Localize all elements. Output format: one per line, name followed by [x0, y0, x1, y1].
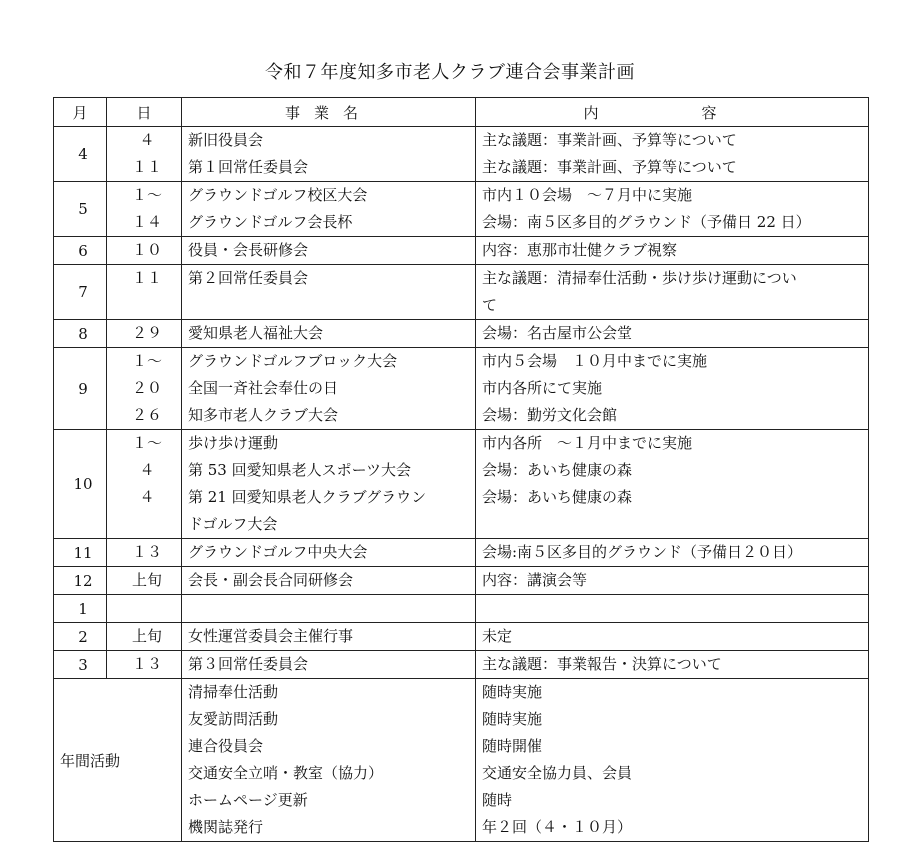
month-cell: 8: [54, 320, 107, 348]
content-cell: [476, 539, 869, 567]
day-cell: [107, 651, 182, 679]
header-content: 内 容: [476, 98, 869, 127]
table-row: [54, 348, 869, 430]
content-cell: [476, 623, 869, 651]
content-cell: [476, 348, 869, 430]
day-line: １～: [131, 434, 162, 452]
table-row: [54, 127, 869, 182]
content-cell: [476, 430, 869, 539]
annual-content-line: 年２回（４・１０月）: [482, 818, 633, 836]
day-cell: [107, 127, 182, 182]
table-row: [54, 265, 869, 320]
event-name-line: 女性運営委員会主催行事: [188, 627, 354, 645]
month-cell: 1: [54, 595, 107, 623]
annual-content-line: 交通安全協力員、会員: [482, 764, 633, 782]
event-name-line: 知多市老人クラブ大会: [188, 406, 339, 424]
day-line: ４: [139, 488, 155, 506]
table-row: [54, 539, 869, 567]
content-line: 主な議題：事業計画、予算等について: [482, 131, 737, 149]
content-line: 会場：あいち健康の森: [482, 461, 633, 479]
month-cell: 10: [54, 430, 107, 539]
day-cell: [107, 595, 182, 623]
day-line: ４: [139, 131, 155, 149]
day-cell: [107, 567, 182, 595]
event-name-cell: [182, 595, 476, 623]
event-name-line: 新旧役員会: [188, 131, 264, 149]
event-name-line: 第 21 回愛知県老人クラブグラウン: [188, 488, 427, 506]
table-row: [54, 567, 869, 595]
annual-name-line: 機関誌発行: [188, 818, 264, 836]
content-line: 市内５会場 １０月中までに実施: [482, 352, 708, 370]
day-cell: [107, 265, 182, 320]
day-line: ４: [139, 461, 155, 479]
event-name-cell: [182, 623, 476, 651]
annual-content-line: 随時: [482, 791, 513, 809]
blank-line: [113, 595, 181, 622]
month-cell: 5: [54, 182, 107, 237]
content-cell: [476, 265, 869, 320]
day-line: ２６: [131, 406, 162, 424]
content-line: 主な議題：事業計画、予算等について: [482, 158, 737, 176]
event-name-cell: [182, 265, 476, 320]
blank-line: [188, 292, 475, 319]
content-line: 市内各所にて実施: [482, 379, 603, 397]
plan-table: [53, 97, 869, 842]
day-cell: [107, 348, 182, 430]
header-month: 月: [54, 98, 107, 127]
event-name-line: 会長・副会長合同研修会: [188, 571, 354, 589]
month-cell: 4: [54, 127, 107, 182]
header-event-name: 事業名: [182, 98, 476, 127]
content-line: 会場：勤労文化会館: [482, 406, 618, 424]
event-name-cell: [182, 430, 476, 539]
event-name-cell: [182, 539, 476, 567]
content-line: 主な議題：清掃奉仕活動・歩け歩け運動につい: [482, 269, 797, 287]
day-cell: [107, 430, 182, 539]
annual-name-line: 清掃奉仕活動: [188, 683, 279, 701]
table-row: [54, 237, 869, 265]
annual-content-line: 随時実施: [482, 710, 543, 728]
annual-activities-row: [54, 679, 869, 842]
blank-line: [113, 292, 181, 319]
content-line: 内容：恵那市壮健クラブ視察: [482, 241, 678, 259]
event-name-cell: [182, 320, 476, 348]
month-cell: 6: [54, 237, 107, 265]
day-cell: [107, 182, 182, 237]
event-name-line: 第２回常任委員会: [188, 269, 309, 287]
table-row: [54, 182, 869, 237]
annual-activities-label: 年間活動: [54, 679, 182, 842]
day-line: 上旬: [131, 627, 162, 645]
content-line: 内容：講演会等: [482, 571, 588, 589]
day-line: １１: [131, 158, 162, 176]
event-name-line: 全国一斉社会奉仕の日: [188, 379, 339, 397]
event-name-line: グラウンドゴルフ中央大会: [188, 543, 368, 561]
table-row: [54, 430, 869, 539]
document-title: 令和７年度知多市老人クラブ連合会事業計画: [265, 62, 635, 83]
blank-line: [482, 595, 868, 622]
content-line: 会場：名古屋市公会堂: [482, 324, 633, 342]
event-name-line: 愛知県老人福祉大会: [188, 324, 324, 342]
blank-line: [188, 595, 475, 622]
event-name-cell: [182, 237, 476, 265]
event-name-line: 第１回常任委員会: [188, 158, 309, 176]
day-cell: [107, 539, 182, 567]
table-row: [54, 651, 869, 679]
annual-name-line: ホームページ更新: [188, 791, 308, 809]
content-line: 未定: [482, 627, 513, 645]
event-name-cell: [182, 182, 476, 237]
table-row: [54, 320, 869, 348]
content-line: 会場:南５区多目的グラウンド（予備日２０日）: [482, 543, 803, 561]
event-name-line: 歩け歩け運動: [188, 434, 279, 452]
month-cell: 9: [54, 348, 107, 430]
day-line: １～: [131, 352, 162, 370]
content-cell: [476, 320, 869, 348]
month-cell: 11: [54, 539, 107, 567]
day-line: １４: [131, 213, 162, 231]
day-line: １３: [131, 543, 162, 561]
event-name-line: 役員・会長研修会: [188, 241, 309, 259]
day-line: 上旬: [131, 571, 162, 589]
annual-name-line: 友愛訪問活動: [188, 710, 279, 728]
content-line: 市内１０会場 ～７月中に実施: [482, 186, 693, 204]
content-cell: [476, 127, 869, 182]
event-name-line: 第３回常任委員会: [188, 655, 309, 673]
day-cell: [107, 623, 182, 651]
annual-content-line: 随時開催: [482, 737, 543, 755]
header-day: 日: [107, 98, 182, 127]
content-line: 会場：南５区多目的グラウンド（予備日 22 日）: [482, 213, 811, 231]
day-line: １～: [131, 186, 162, 204]
month-cell: 12: [54, 567, 107, 595]
event-name-line: グラウンドゴルフブロック大会: [188, 352, 398, 370]
month-cell: 3: [54, 651, 107, 679]
day-line: ２９: [131, 324, 162, 342]
content-line: て: [482, 296, 498, 314]
header-row: [54, 98, 869, 127]
blank-line: [113, 511, 181, 538]
day-line: １０: [131, 241, 162, 259]
table-row: [54, 595, 869, 623]
event-name-line: グラウンドゴルフ会長杯: [188, 213, 353, 231]
month-cell: 2: [54, 623, 107, 651]
event-name-line: 第 53 回愛知県老人スポーツ大会: [188, 461, 412, 479]
event-name-line: ドゴルフ大会: [188, 515, 278, 533]
table-row: [54, 623, 869, 651]
content-cell: [476, 651, 869, 679]
annual-content-cell: [476, 679, 869, 842]
content-cell: [476, 237, 869, 265]
day-cell: [107, 237, 182, 265]
event-name-cell: [182, 651, 476, 679]
event-name-cell: [182, 567, 476, 595]
content-cell: [476, 595, 869, 623]
annual-name-line: 連合役員会: [188, 737, 264, 755]
content-cell: [476, 182, 869, 237]
event-name-line: グラウンドゴルフ校区大会: [188, 186, 368, 204]
content-line: 会場：あいち健康の森: [482, 488, 633, 506]
annual-content-line: 随時実施: [482, 683, 543, 701]
day-line: ２０: [131, 379, 162, 397]
event-name-cell: [182, 348, 476, 430]
event-name-cell: [182, 127, 476, 182]
day-line: １１: [131, 269, 162, 287]
annual-name-line: 交通安全立哨・教室（協力）: [188, 764, 384, 782]
blank-line: [482, 511, 868, 538]
day-line: １３: [131, 655, 162, 673]
content-cell: [476, 567, 869, 595]
month-cell: 7: [54, 265, 107, 320]
content-line: 市内各所 ～１月中までに実施: [482, 434, 693, 452]
plan-body: [54, 127, 869, 842]
day-cell: [107, 320, 182, 348]
annual-name-cell: [182, 679, 476, 842]
content-line: 主な議題：事業報告・決算について: [482, 655, 722, 673]
